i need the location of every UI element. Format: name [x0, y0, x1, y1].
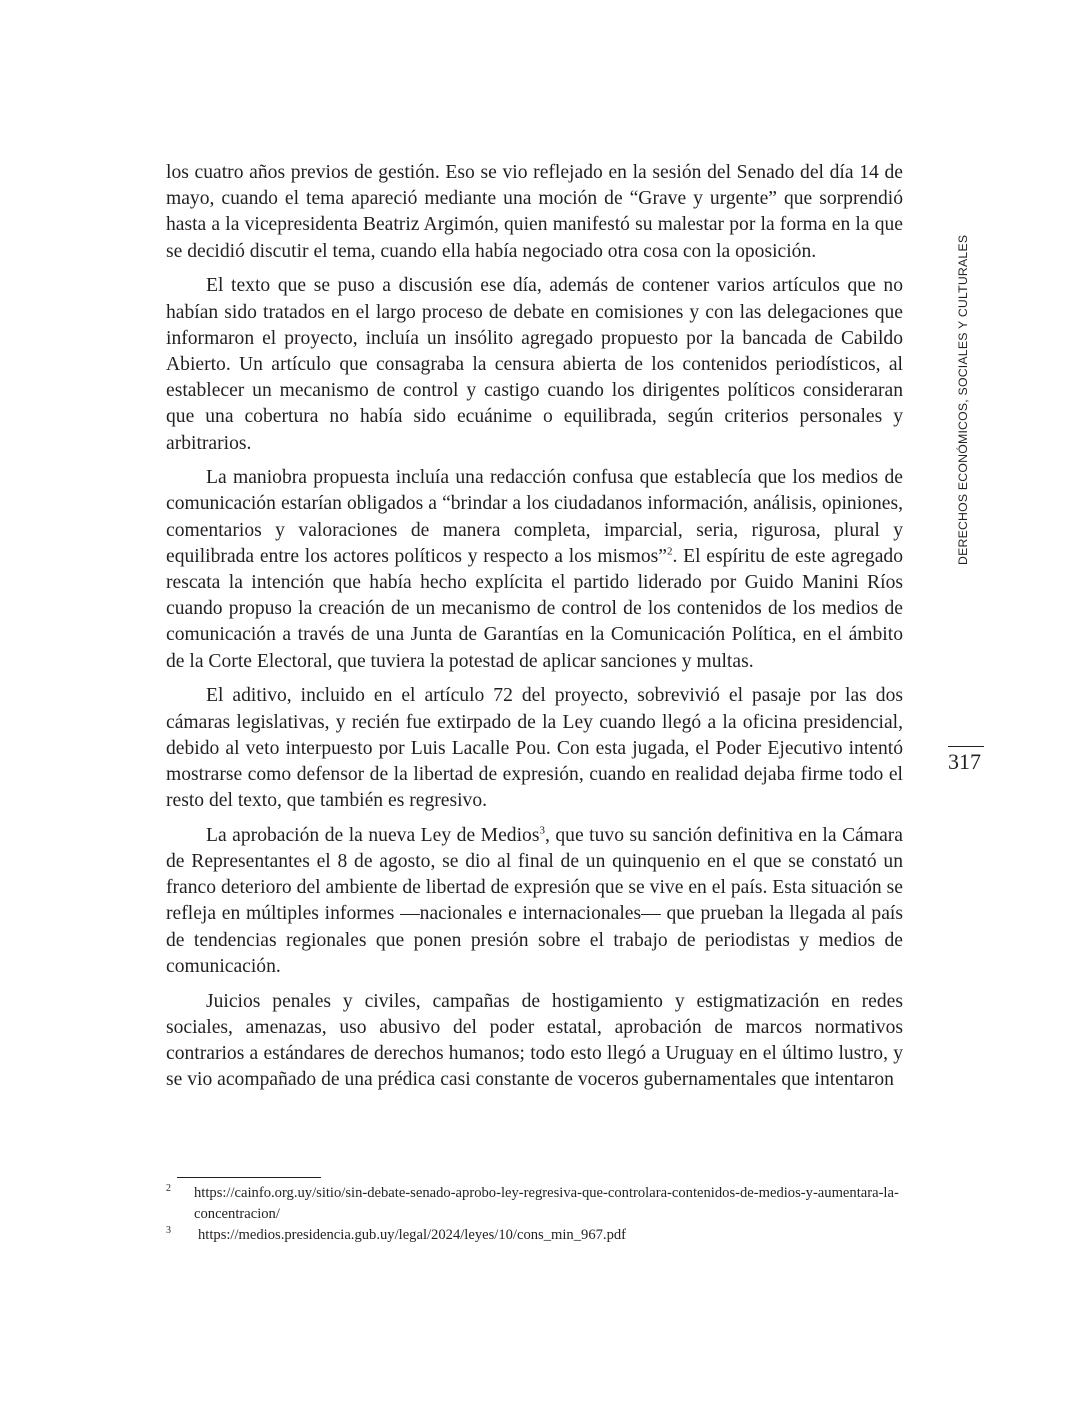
- footnote-reference-3[interactable]: 3: [539, 824, 545, 837]
- paragraph-5: [166, 823, 903, 980]
- paragraph-6: Juicios penales y civiles, campañas de hostigamiento y estigmatización en redes sociales, amenazas, uso abusivo del poder estatal, aprobación de marcos normativos contrarios a estándares de derechos humanos; todo esto llegó a Uruguay en el último lustro, y se vio acompañado de una prédica casi constante de voceros gubernamentales que intentaron: [166, 990, 903, 1091]
- footnote-link[interactable]: https://medios.presidencia.gub.uy/legal/2024/leyes/10/cons_min_967.pdf: [198, 1227, 627, 1243]
- page-number: 317: [948, 749, 981, 774]
- running-section-title: DERECHOS ECONÓMICOS, SOCIALES Y CULTURALES: [956, 234, 970, 565]
- footnotes: [166, 1183, 903, 1247]
- paragraph-3-text-after: . El espíritu de este agregado rescata la intención que había hecho explícita el partido liderado por Guido Manini Ríos cuando propuso la creación de un mecanismo de control de los contenidos de los medios de comunicación a través de una Junta de Garantías en la Comunicación Política, en el ámbito de la Corte Electoral, que tuviera la potestad de aplicar sanciones y multas.: [166, 545, 903, 672]
- body-text: [166, 160, 903, 1102]
- paragraph-1: los cuatro años previos de gestión. Eso se vio reflejado en la sesión del Senado del día 14 de mayo, cuando el tema apareció mediante una moción de “Grave y urgente” que sorprendió hasta a la vicepresidenta Beatriz Argimón, quien manifestó su malestar por la forma en la que se decidió discutir el tema, cuando ella había negociado otra cosa con la oposición.: [166, 162, 903, 262]
- page-number-rule: [948, 746, 984, 747]
- paragraph-5-text-after: , que tuvo su sanción definitiva en la Cámara de Representantes el 8 de agosto, se dio al final de un quinquenio en el que se constató un franco deterioro del ambiente de libertad de expresión que se vive en el país. Esta situación se refleja en múltiples informes —nacionales e internacionales— que prueban la llegada al país de tendencias regionales que ponen presión sobre el trabajo de periodistas y medios de comunicación.: [166, 824, 903, 977]
- footnote-3: [166, 1225, 903, 1246]
- footnote-number: 3: [166, 1225, 171, 1236]
- footnote-link[interactable]: https://cainfo.org.uy/sitio/sin-debate-senado-aprobo-ley-regresiva-que-controlara-contenidos-de-medios-y-aumentara-la-concentracion/: [194, 1185, 899, 1222]
- footnote-2: [166, 1183, 903, 1224]
- footnote-number: 2: [166, 1183, 171, 1194]
- footnote-reference-2[interactable]: 2: [667, 545, 673, 558]
- footnote-divider: [177, 1177, 321, 1178]
- paragraph-5-text-before: La aprobación de la nueva Ley de Medios: [206, 824, 540, 846]
- paragraph-2: El texto que se puso a discusión ese día, además de contener varios artículos que no habían sido tratados en el largo proceso de debate en comisiones y con las delegaciones que informaron el proyecto, incluía un insólito agregado propuesto por la bancada de Cabildo Abierto. Un artículo que consagraba la censura abierta de los contenidos periodísticos, al establecer un mecanismo de control y castigo cuando los dirigentes políticos consideraran que una cobertura no había sido ecuánime o equilibrada, según criterios personales y arbitrarios.: [166, 275, 903, 454]
- paragraph-3-text-before: La maniobra propuesta incluía una redacción confusa que establecía que los medios de comunicación estarían obligados a “brindar a los ciudadanos información, análisis, opiniones, comentarios y valoraciones de manera completa, imparcial, seria, rigurosa, plural y equilibrada entre los actores políticos y respecto a los mismos”: [166, 467, 903, 567]
- paragraph-3: [166, 465, 903, 675]
- paragraph-4: El aditivo, incluido en el artículo 72 del proyecto, sobrevivió el pasaje por las dos cámaras legislativas, y recién fue extirpado de la Ley cuando llegó a la oficina presidencial, debido al veto interpuesto por Luis Lacalle Pou. Con esta jugada, el Poder Ejecutivo intentó mostrarse como defensor de la libertad de expresión, cuando en realidad dejaba firme todo el resto del texto, que también es regresivo.: [166, 685, 903, 812]
